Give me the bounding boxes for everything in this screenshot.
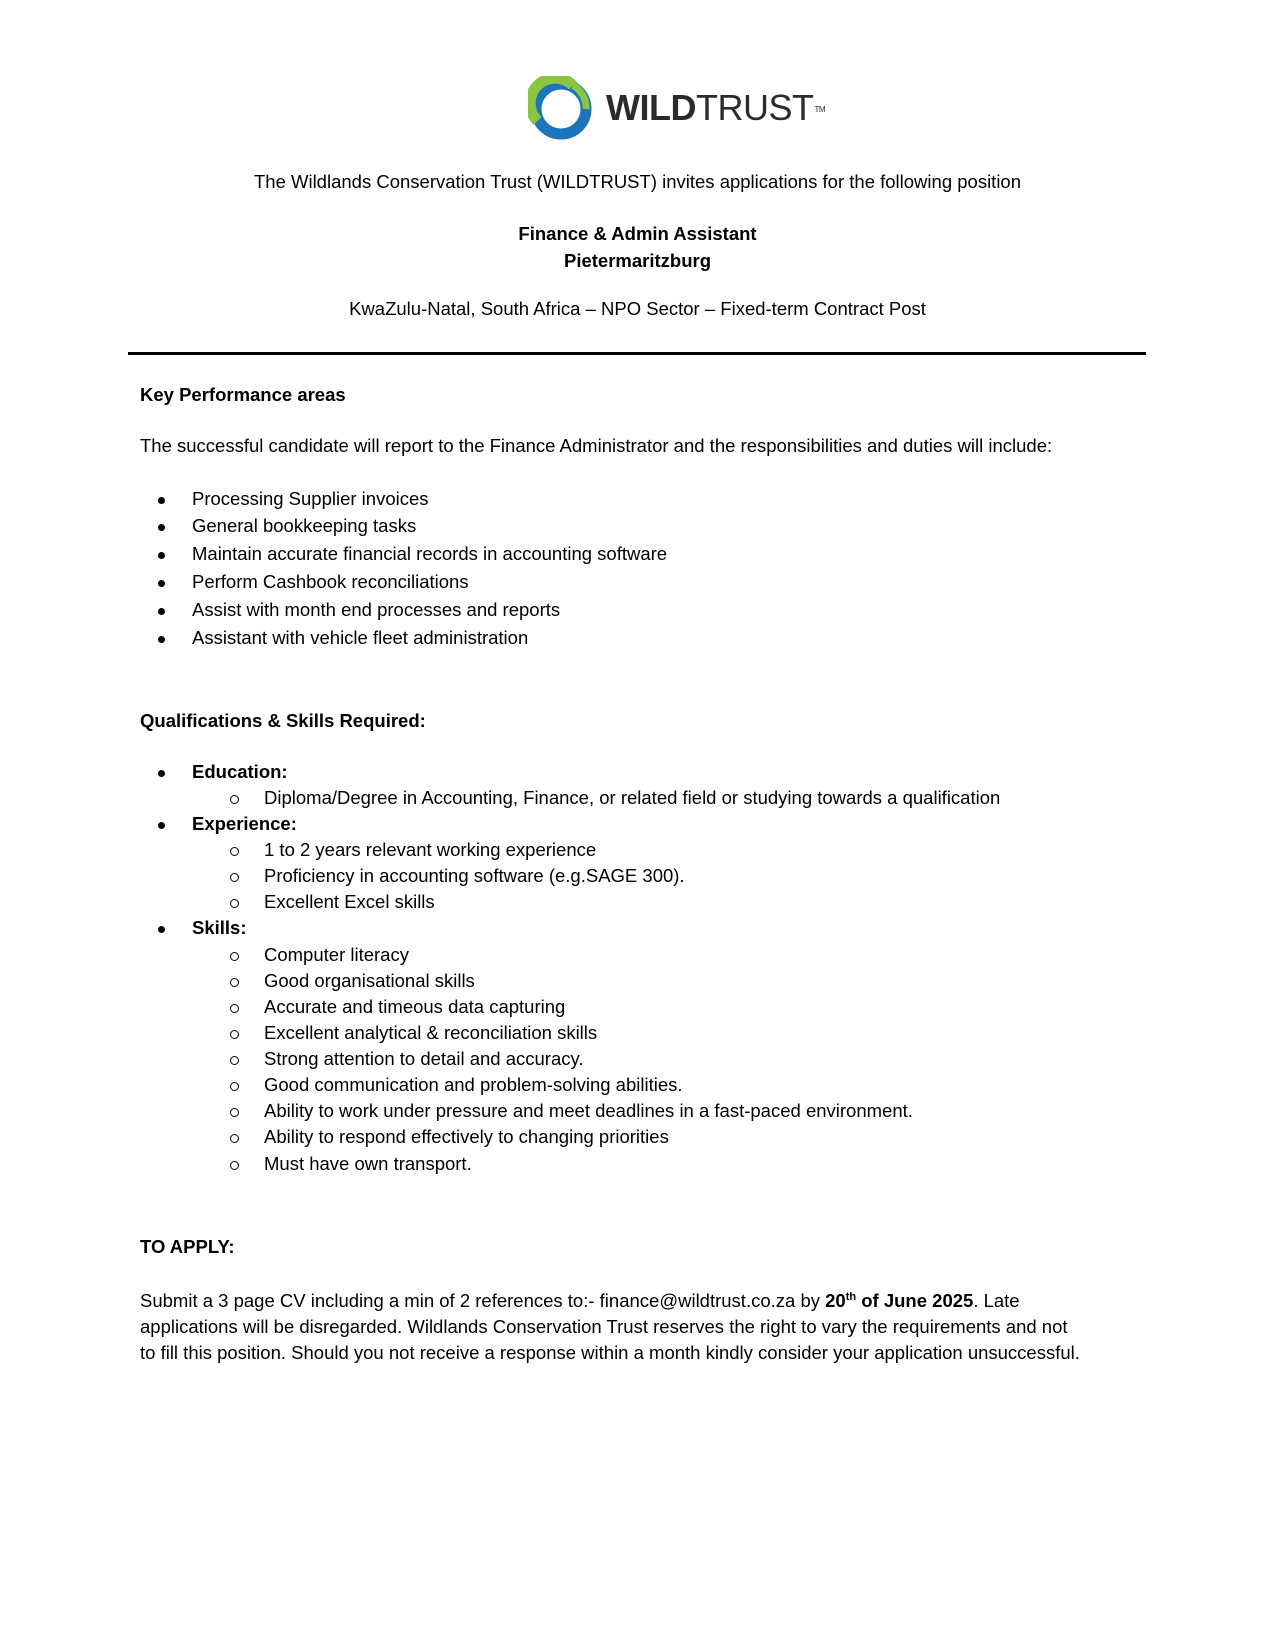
circle-bullet-icon — [230, 1134, 239, 1143]
apply-paragraph — [140, 1288, 1160, 1366]
bullet-icon — [158, 770, 165, 777]
bullet-icon — [158, 497, 165, 504]
circle-bullet-icon — [230, 1056, 239, 1065]
bullet-icon — [158, 552, 165, 559]
circle-bullet-icon — [230, 873, 239, 882]
circle-bullet-icon — [230, 1004, 239, 1013]
kpa-heading: Key Performance areas — [140, 384, 346, 405]
circle-bullet-icon — [230, 1161, 239, 1170]
logo-brand-bold: WILD — [606, 87, 696, 128]
wildtrust-ring-logo-icon — [528, 76, 594, 142]
circle-bullet-icon — [230, 1108, 239, 1117]
kpa-intro: The successful candidate will report to the Finance Administrator and the responsibilities and duties will include: — [140, 435, 1053, 456]
header-divider — [128, 352, 1146, 355]
circle-bullet-icon — [230, 899, 239, 908]
bullet-icon — [158, 580, 165, 587]
circle-bullet-icon — [230, 952, 239, 961]
bullet-icon — [158, 822, 165, 829]
circle-bullet-icon — [230, 847, 239, 856]
circle-bullet-icon — [230, 795, 239, 804]
job-advert-page: WILDTRUST™ The Wildlands Conservation Trust (WILDTRUST) invites applications for the following position Finance & Admin Assistant Pietermaritzburg KwaZulu-Natal, South Africa – NPO Sector – Fixed-term Contract Post Key Performance areas The successful candidate will report to the Finance Administrator and the responsibilities and duties will include: Processing Supplier invoices General bookkeeping tasks Maintain accurate financial records in accounting software Perform Cashbook reconciliations Assist with month end processes and reports Assistant with vehicle fleet administration Qualifications & Skills Required: Education: Diploma/Degree in Accounting, Finance, or related field or studying towards a qualification Experience: 1 to 2 years relevant working experience Proficiency in accounting software (e.g.SAGE 300). Excellent Excel skills Skills: Computer literacy Good organisational skills Accurate and timeous data capturing Excellent analytical & reconciliation skills Strong attention to detail and accuracy. Good communication and problem-solving abilities. Ability to work under pressure and meet deadlines in a fast-paced environment. Ability to respond effectively to changing priorities Must have own transport. TO APPLY: Submit a 3 page CV including a min of 2 references to:- finance@wildtrust.co.za by 20th of June 2025. Late applications will be disregarded. Wildlands Conservation Trust reserves the right to vary the requirements and not to fill this position. Should you not receive a response within a month kindly consider your application unsuccessful. — [0, 0, 1275, 1650]
logo-trademark: TM — [814, 105, 826, 114]
apply-heading: TO APPLY: — [140, 1236, 235, 1257]
circle-bullet-icon — [230, 1030, 239, 1039]
wildtrust-logo — [528, 76, 826, 144]
apply-line-1: Submit a 3 page CV including a min of 2 references to:- finance@wildtrust.co.za by 20th of June 2025. Late — [140, 1290, 1020, 1311]
bullet-icon — [158, 524, 165, 531]
qualifications-heading: Qualifications & Skills Required: — [140, 710, 426, 731]
job-location: Pietermaritzburg — [563, 250, 711, 271]
bullet-icon — [158, 926, 165, 933]
logo-wordmark — [606, 88, 825, 128]
apply-line-3: to fill this position. Should you not receive a response within a month kindly consider your application unsuccessful. — [140, 1342, 1080, 1363]
intro-text: The Wildlands Conservation Trust (WILDTRUST) invites applications for the following position — [253, 171, 1022, 192]
circle-bullet-icon — [230, 978, 239, 987]
bullet-icon — [158, 636, 165, 643]
logo-brand-light: TRUST — [695, 87, 814, 128]
job-meta: KwaZulu-Natal, South Africa – NPO Sector – Fixed-term Contract Post — [349, 298, 926, 319]
apply-line-2: applications will be disregarded. Wildlands Conservation Trust reserves the right to vary the requirements and not — [140, 1316, 1068, 1337]
bullet-icon — [158, 608, 165, 615]
circle-bullet-icon — [230, 1082, 239, 1091]
job-title: Finance & Admin Assistant — [518, 223, 757, 244]
deadline-date: 20th of June 2025 — [825, 1290, 974, 1311]
